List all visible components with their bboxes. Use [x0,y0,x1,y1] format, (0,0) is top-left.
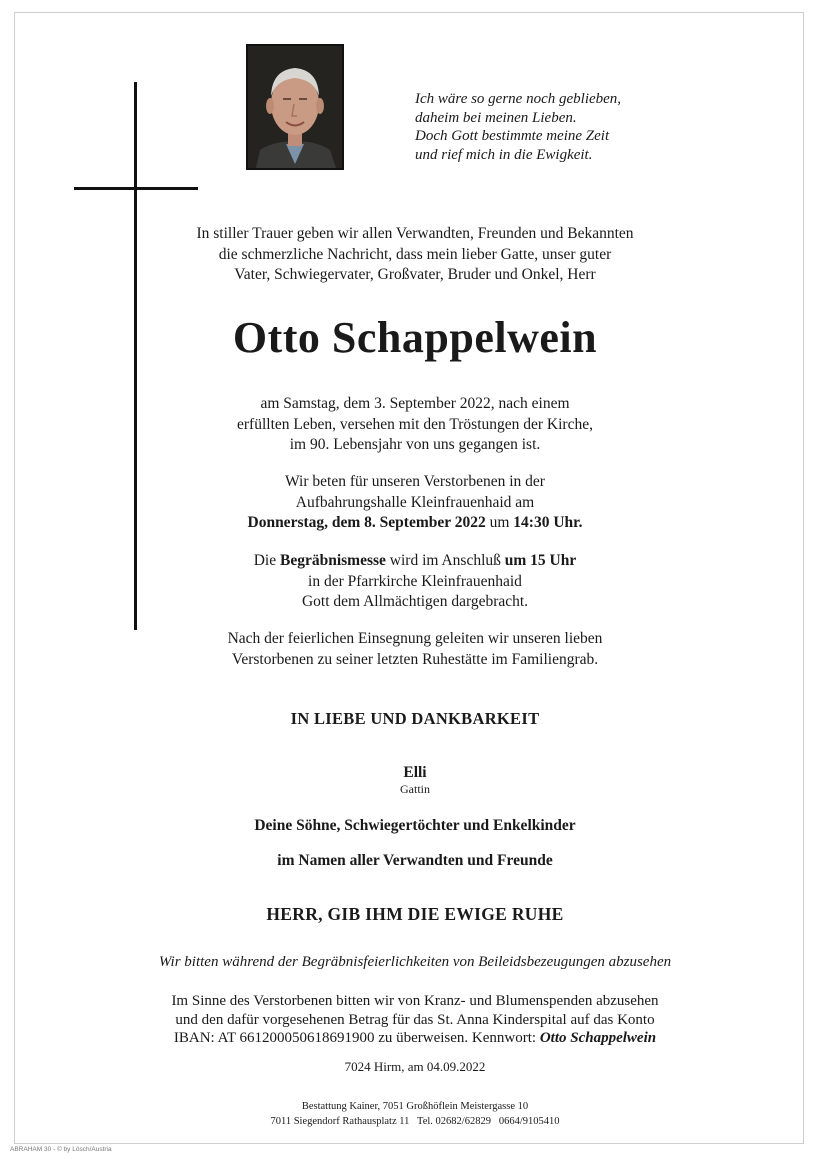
poem-line: und rief mich in die Ewigkeit. [415,146,593,163]
condolence-note: Wir bitten während der Begräbnisfeierlichkeiten von Beileidsbezeugungen abzusehen [158,954,672,970]
burial-line: Nach der feierlichen Einsegnung geleiten wir unseren lieben [227,630,603,647]
mass-mid: wird im Anschluß [385,552,505,569]
prayer-um: um [485,514,514,531]
prayer-date: Donnerstag, dem 8. September 2022 [247,514,486,531]
mass-die: Die [253,552,280,569]
poem-line: daheim bei meinen Lieben. [415,109,577,126]
mass-line [90,551,740,572]
burial-line: Verstorbenen zu seiner letzten Ruhestätte im Familiengrab. [231,650,599,668]
prayer-line: Aufbahrungshalle Kleinfrauenhaid am [295,493,535,511]
donation-line: Im Sinne des Verstorbenen bitten wir von Kranz- und Blumenspenden abzusehen [171,993,659,1009]
gratitude-heading: IN LIEBE UND DANKBARKEIT [290,709,540,728]
spouse-role: Gattin [400,782,430,796]
undertaker-line: 7011 Siegendorf Rathausplatz 11 Tel. 02682/62829 0664/9105410 [270,1116,560,1127]
place-date: 7024 Hirm, am 04.09.2022 [344,1059,486,1074]
donation-line [60,1029,770,1048]
intro-line: In stiller Trauer geben wir allen Verwandten, Freunden und Bekannten [196,225,634,242]
prayer-time: 14:30 Uhr. [513,514,583,531]
donation-iban: IBAN: AT 661200050618691900 zu überweisen. Kennwort: [173,1030,540,1046]
spouse-name: Elli [403,764,427,781]
announcement-intro [90,224,740,286]
family-line: Deine Söhne, Schwiegertöchter und Enkelkinder [254,817,576,834]
spouse-block [90,763,740,797]
mass-line: in der Pfarrkirche Kleinfrauenhaid [308,572,522,590]
burial-info [90,629,740,670]
poem-line: Doch Gott bestimmte meine Zeit [415,128,610,144]
prayer-info [90,472,740,534]
mass-term: Begräbnismesse [280,552,386,569]
donation-line: und den dafür vorgesehenen Betrag für das St. Anna Kinderspital auf das Konto [175,1011,655,1028]
prayer-line: Wir beten für unseren Verstorbenen in der [285,473,545,490]
mass-time: um 15 Uhr [504,552,577,569]
intro-line: Vater, Schwiegervater, Großvater, Bruder und Onkel, Herr [234,266,596,283]
print-mark: ABRAHAM 30 - © by Lösch/Austria [10,1146,112,1153]
donation-keyword: Otto Schappelwein [539,1030,657,1046]
death-notice [90,394,740,456]
cross-horizontal-bar [74,187,198,190]
funeral-mass-info [90,551,740,613]
poem-line: Ich wäre so gerne noch geblieben, [415,91,622,107]
blessing-heading: HERR, GIB IHM DIE EWIGE RUHE [266,904,564,924]
undertaker-info [90,1099,740,1129]
portrait-photo [246,44,344,170]
relatives-line: im Namen aller Verwandten und Freunde [277,852,553,869]
death-line: im 90. Lebensjahr von uns gegangen ist. [289,436,541,453]
death-line: erfüllten Leben, versehen mit den Tröstungen der Kirche, [237,415,593,433]
donation-request [60,992,770,1048]
deceased-name: Otto Schappelwein [232,313,598,362]
death-line: am Samstag, dem 3. September 2022, nach einem [260,395,570,412]
undertaker-line: Bestattung Kainer, 7051 Großhöflein Meistergasse 10 [301,1101,529,1112]
memorial-poem [415,90,621,164]
intro-line: die schmerzliche Nachricht, dass mein lieber Gatte, unser guter [218,245,612,263]
mass-line: Gott dem Allmächtigen dargebracht. [301,593,529,610]
prayer-datetime [90,513,740,534]
